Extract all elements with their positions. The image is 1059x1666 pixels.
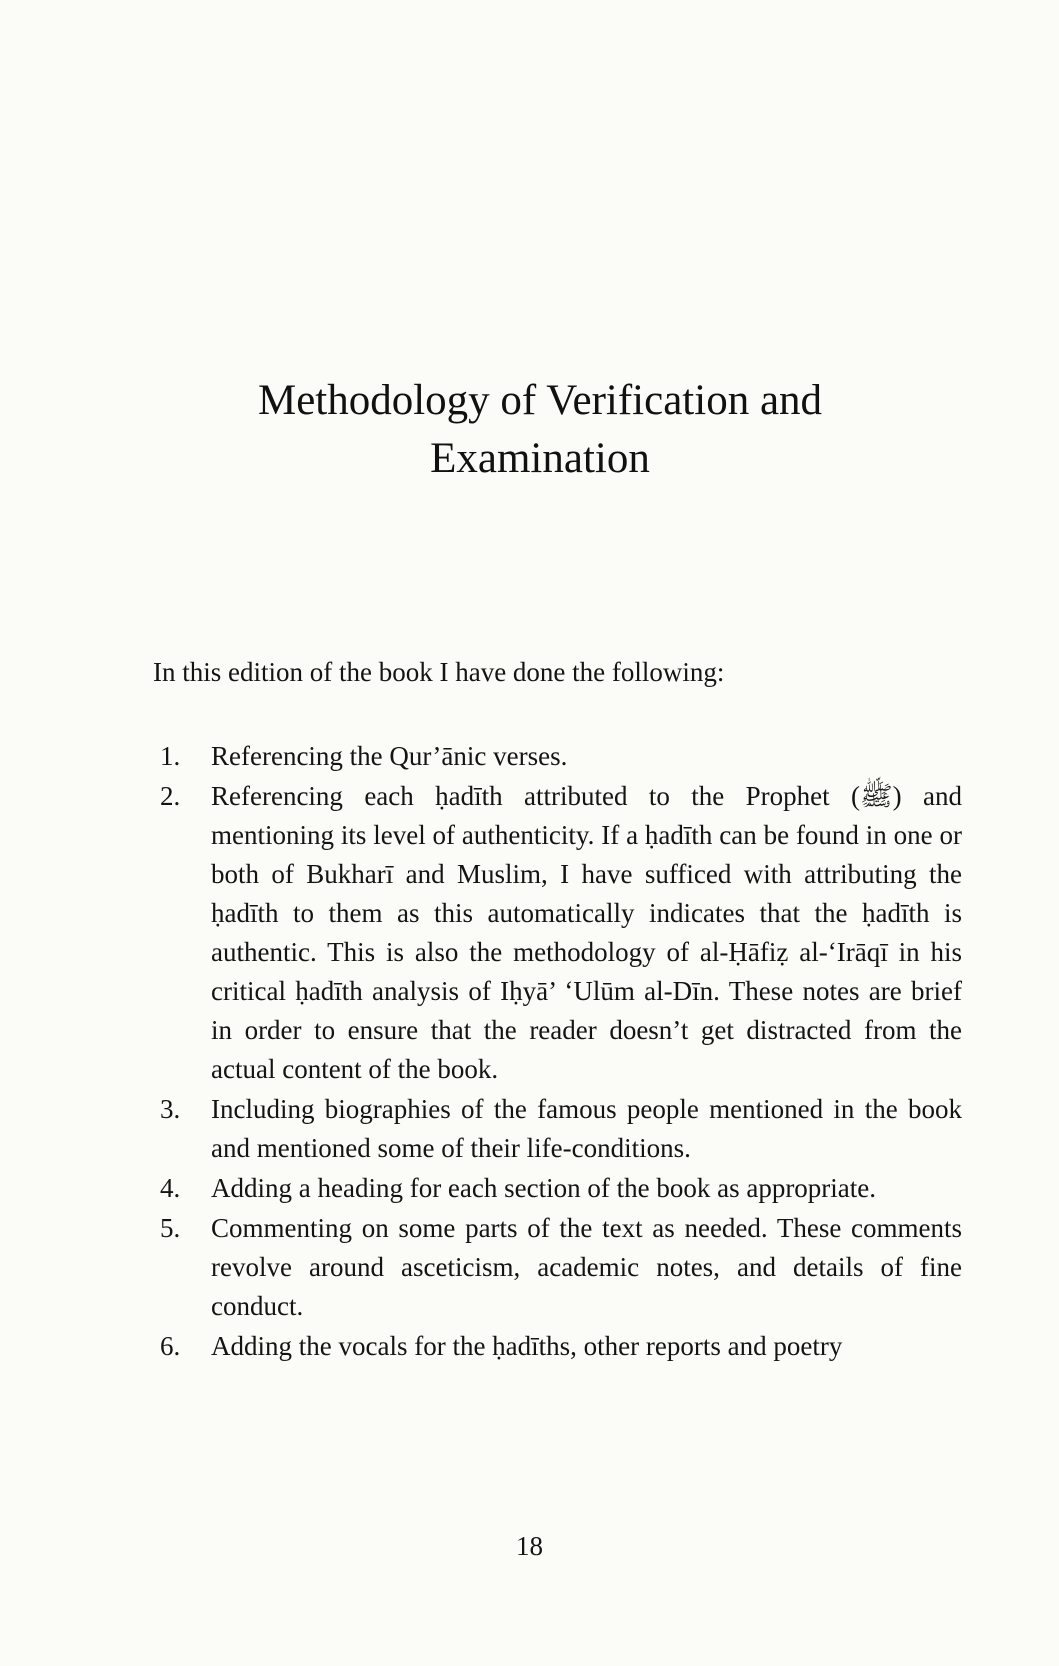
list-item-text: Adding a heading for each section of the book as appropriate. — [211, 1173, 877, 1203]
list-item-text: Including biographies of the famous people mentioned in the book and mentioned some of their life-conditions. — [211, 1094, 962, 1163]
list-item-text: Commenting on some parts of the text as needed. These comments revolve around asceticism, academic notes, and details of fine conduct. — [211, 1213, 962, 1321]
list-item — [160, 1169, 962, 1208]
list-item-text: Referencing each ḥadīth attributed to the Prophet (ﷺ) and mentioning its level of authenticity. If a ḥadīth can be found in one or both of Bukharī and Muslim, I have sufficed with attributing the ḥadīth to them as this automatically indicates that the ḥadīth is authentic. This is also the methodology of al-Ḥāfiẓ al-‘Irāqī in his critical ḥadīth analysis of Iḥyā’ ‘Ulūm al-Dīn. These notes are brief in order to ensure that the reader doesn’t get distracted from the actual content of the book. — [211, 781, 962, 1084]
list-item — [160, 1209, 962, 1326]
list-item-number: 4. — [160, 1173, 181, 1203]
page-title: Methodology of Verification and Examination — [257, 377, 823, 482]
list-item-number: 3. — [160, 1094, 181, 1124]
list-item — [160, 737, 962, 776]
list-item — [160, 1090, 962, 1168]
methodology-list — [160, 737, 962, 1367]
list-item-text: Referencing the Qur’ānic verses. — [211, 741, 568, 771]
list-item — [160, 1327, 962, 1366]
list-item-number: 2. — [160, 781, 181, 811]
page-number: 18 — [516, 1531, 543, 1561]
list-item-number: 1. — [160, 741, 181, 771]
intro-paragraph: In this edition of the book I have done the following: — [153, 657, 725, 687]
list-item-number: 6. — [160, 1331, 181, 1361]
list-item-text: Adding the vocals for the ḥadīths, other reports and poetry — [211, 1331, 843, 1361]
list-item-number: 5. — [160, 1213, 181, 1243]
list-item — [160, 777, 962, 1089]
